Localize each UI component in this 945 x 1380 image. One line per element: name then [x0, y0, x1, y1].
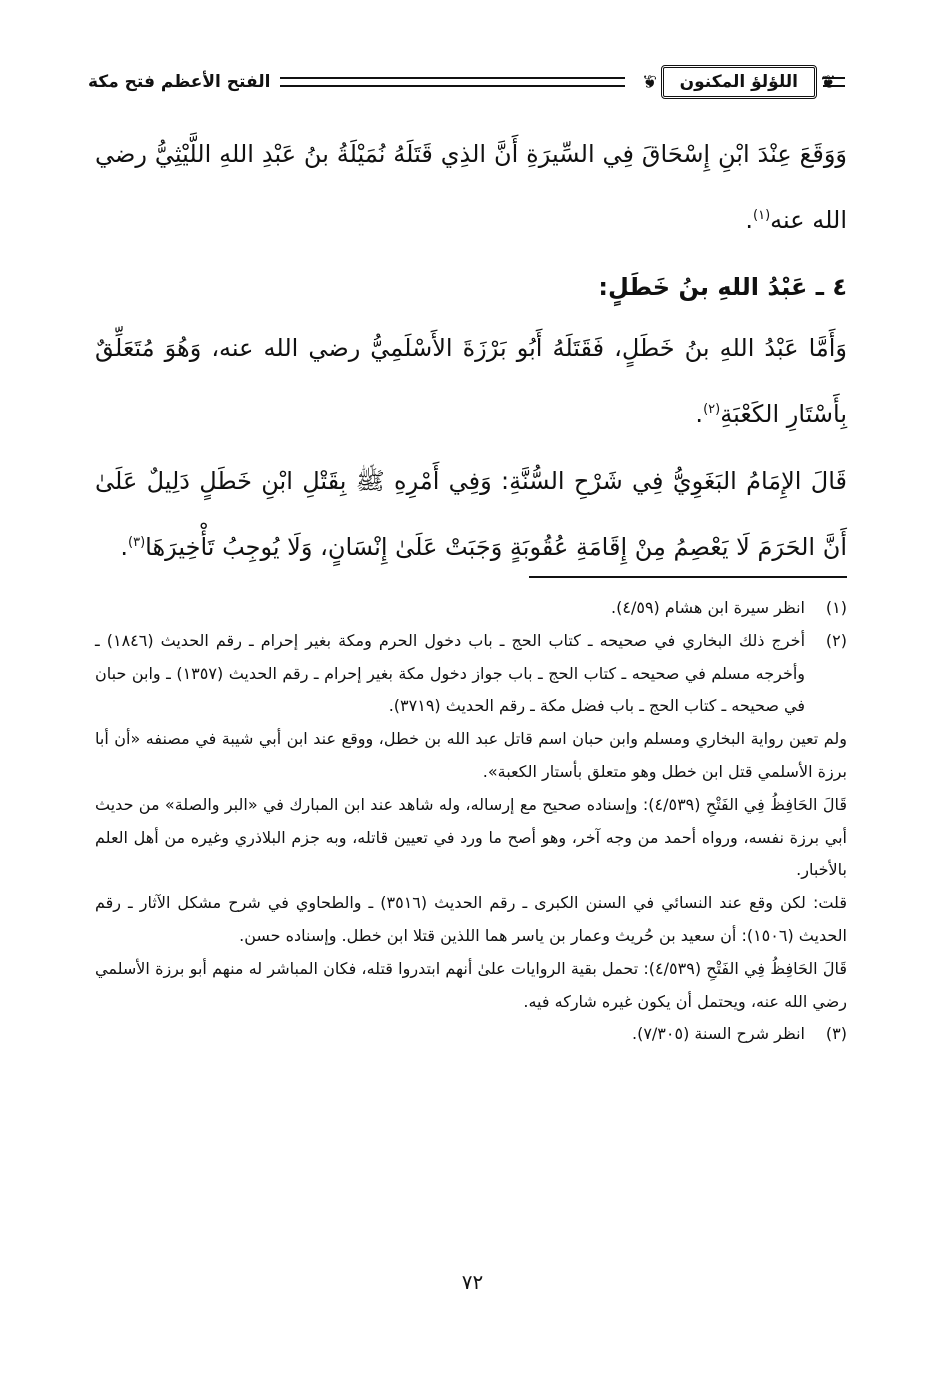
paragraph: قَالَ الإِمَامُ البَغَوِيُّ فِي شَرْحِ السُّنَّةِ: وَفِي أَمْرِهِ ﷺ بِقَتْلِ ابْنِ خَطَلٍ دَلِيلٌ عَلَىٰ أَنَّ الحَرَمَ لَا يَعْصِمُ مِنْ إِقَامَةِ عُقُوبَةٍ وَجَبَتْ عَلَىٰ إِنْسَانٍ، وَلَا يُوجِبُ تَأْخِيرَهَا$^{(٣)}$. [95, 467, 847, 561]
footnote-number: (٣) [825, 1024, 847, 1044]
page-number: ٧٢ [461, 1270, 484, 1294]
footnotes [95, 592, 847, 1051]
footnote-ref: (١) [753, 208, 771, 223]
paragraph: وَوَقَعَ عِنْدَ ابْنِ إِسْحَاقَ فِي السِّيرَةِ أَنَّ الذِي قَتَلَهُ نُمَيْلَةُ بنُ عَبْدِ اللهِ اللَّيْثِيُّ رضي الله عنه$^{(١)}$. [95, 140, 847, 234]
paragraph-text: وَأَمَّا عَبْدُ اللهِ بنُ خَطَلٍ، فَقَتَلَهُ أَبُو بَرْزَةَ الأَسْلَمِيُّ رضي الله عنه، وَهُوَ مُتَعَلِّقٌ بِأَسْتَارِ الكَعْبَةِ [95, 334, 847, 428]
book-title-cartouche [661, 65, 817, 99]
footnote-number: (٢) [825, 630, 847, 650]
footnote-text: انظر شرح السنة (٧/٣٠٥). [631, 1024, 805, 1044]
header-rule [280, 77, 624, 87]
footnote-text: انظر سيرة ابن هشام (٤/٥٩). [611, 598, 805, 617]
paragraph-text: وَوَقَعَ عِنْدَ ابْنِ إِسْحَاقَ فِي السِّيرَةِ أَنَّ الذِي قَتَلَهُ نُمَيْلَةُ بنُ عَبْدِ اللهِ اللَّيْثِيُّ رضي الله عنه [95, 140, 847, 234]
book-title: اللؤلؤ المكنون [679, 72, 798, 92]
footnote-ref: (٢) [703, 402, 721, 417]
paragraph: وَأَمَّا عَبْدُ اللهِ بنُ خَطَلٍ، فَقَتَلَهُ أَبُو بَرْزَةَ الأَسْلَمِيُّ رضي الله عنه، وَهُوَ مُتَعَلِّقٌ بِأَسْتَارِ الكَعْبَةِ$^{(٢)}$. [95, 334, 847, 428]
footnote-continuation: قلت: لكن وقع عند النسائي في السنن الكبرى ـ رقم الحديث (٣٥١٦) ـ والطحاوي في شرح مشكل الآثار ـ رقم الحديث (١٥٠٦): أن سعيد بن حُريث وعمار بن ياسر هما اللذين قتلا ابن خطل. وإسناده حسن. [95, 893, 848, 945]
footnote [95, 625, 847, 723]
main-text [95, 124, 847, 578]
footnote-number: (١) [825, 598, 847, 617]
footnote-continuation: ولم تعين رواية البخاري ومسلم وابن حبان اسم قاتل عبد الله بن خطل، ووقع عند ابن أبي شيبة في مصنفه «أن أبا برزة الأسلمي قتل ابن خطل وهو متعلق بأستار الكعبة». [95, 729, 847, 781]
paragraph-text: قَالَ الإِمَامُ البَغَوِيُّ فِي شَرْحِ السُّنَّةِ: وَفِي أَمْرِهِ ﷺ بِقَتْلِ ابْنِ خَطَلٍ دَلِيلٌ عَلَىٰ أَنَّ الحَرَمَ لَا يَعْصِمُ مِنْ إِقَامَةِ عُقُوبَةٍ وَجَبَتْ عَلَىٰ إِنْسَانٍ، وَلَا يُوجِبُ تَأْخِيرَهَا [95, 467, 847, 561]
footnote [95, 592, 847, 625]
footnote-separator [529, 576, 847, 578]
section-heading: ٤ ـ عَبْدُ اللهِ بنُ خَطَلٍ: [598, 273, 847, 301]
chapter-title: الفتح الأعظم فتح مكة [88, 72, 271, 92]
footnote-continuation: قَالَ الحَافِظُ فِي الفَتْحِ (٤/٥٣٩): وإسناده صحيح مع إرساله، وله شاهد عند ابن المبارك في «البر والصلة» من حديث أبي برزة نفسه، ورواه أحمد من وجه آخر، وهو أصح ما ورد في تعيين قاتله، وبه جزم البلاذري وغيره من أهل العلم بالأخبار. [95, 794, 847, 880]
running-header [88, 58, 845, 106]
footnote [95, 1018, 847, 1051]
footnote-ref: (٣) [128, 535, 146, 550]
footnote-continuation: قَالَ الحَافِظُ فِي الفَتْحِ (٤/٥٣٩): تحمل بقية الروايات علىٰ أنهم ابتدروا قتله، فكان المباشر له منهم أبو برزة الأسلمي رضي الله عنه، ويحتمل أن يكون غيره شاركه فيه. [95, 958, 847, 1011]
footnote-text: أخرج ذلك البخاري في صحيحه ـ كتاب الحج ـ باب دخول الحرم ومكة بغير إحرام ـ رقم الحديث (١٨٤٦) ـ وأخرجه مسلم في صحيحه ـ كتاب الحج ـ باب جواز دخول مكة بغير إحرام ـ رقم الحديث (١٣٥٧) ـ وابن حبان في صحيحه ـ كتاب الحج ـ باب فضل مكة ـ رقم الحديث (٣٧١٩). [95, 630, 806, 716]
